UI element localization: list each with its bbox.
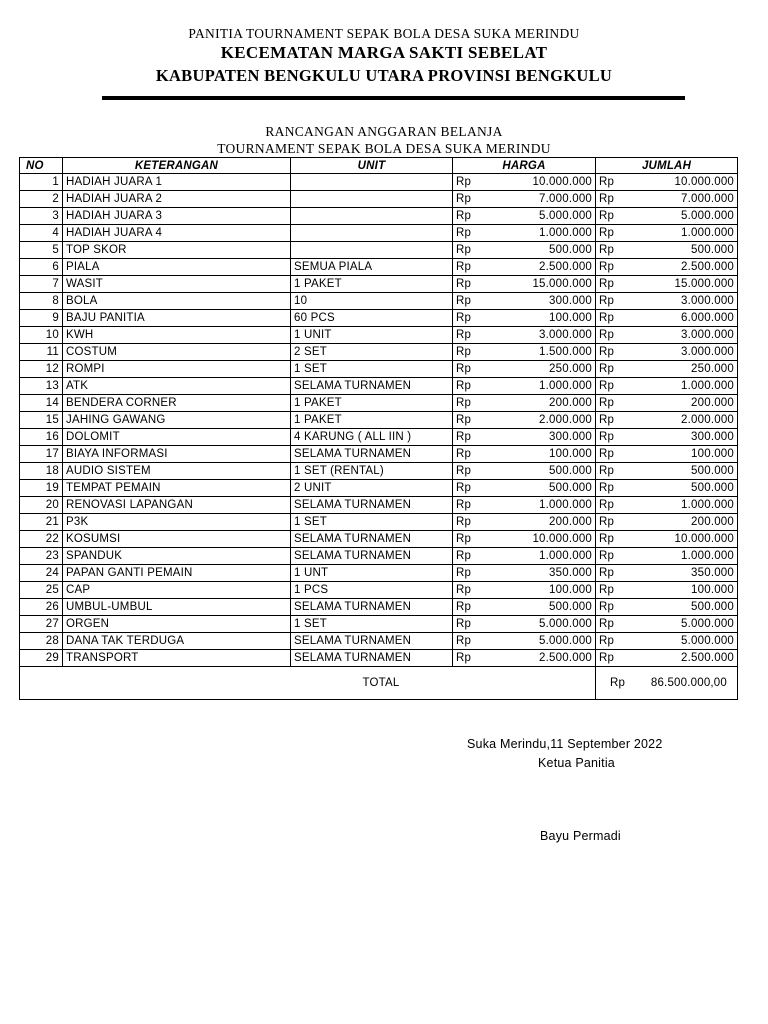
row-harga-currency: Rp <box>453 497 489 514</box>
row-jumlah-currency: Rp <box>596 191 632 208</box>
row-harga-currency: Rp <box>453 429 489 446</box>
row-jumlah: 300.000 <box>632 429 738 446</box>
row-harga: 2.000.000 <box>489 412 596 429</box>
row-keterangan: HADIAH JUARA 4 <box>63 225 291 242</box>
column-header-harga: HARGA <box>453 158 596 174</box>
row-harga: 1.000.000 <box>489 497 596 514</box>
row-unit <box>291 174 453 191</box>
row-unit: 1 UNIT <box>291 327 453 344</box>
row-no: 8 <box>20 293 63 310</box>
row-unit <box>291 208 453 225</box>
table-row <box>20 616 738 633</box>
row-jumlah: 10.000.000 <box>632 174 738 191</box>
column-header-unit: UNIT <box>291 158 453 174</box>
row-keterangan: BENDERA CORNER <box>63 395 291 412</box>
table-row <box>20 599 738 616</box>
row-jumlah: 500.000 <box>632 480 738 497</box>
total-currency: Rp <box>596 667 632 700</box>
row-keterangan: TOP SKOR <box>63 242 291 259</box>
document-subtitle: TOURNAMENT SEPAK BOLA DESA SUKA MERINDU <box>217 141 551 156</box>
header-divider <box>102 96 685 100</box>
table-row <box>20 463 738 480</box>
row-jumlah: 2.000.000 <box>632 412 738 429</box>
row-no: 16 <box>20 429 63 446</box>
row-harga-currency: Rp <box>453 446 489 463</box>
row-jumlah-currency: Rp <box>596 531 632 548</box>
row-harga: 3.000.000 <box>489 327 596 344</box>
row-keterangan: TEMPAT PEMAIN <box>63 480 291 497</box>
row-jumlah-currency: Rp <box>596 463 632 480</box>
row-unit: 1 SET <box>291 616 453 633</box>
row-keterangan: ROMPI <box>63 361 291 378</box>
table-row <box>20 242 738 259</box>
row-keterangan: HADIAH JUARA 1 <box>63 174 291 191</box>
signature-place-date: Suka Merindu,11 September 2022 <box>467 737 663 751</box>
row-harga-currency: Rp <box>453 242 489 259</box>
row-unit <box>291 191 453 208</box>
row-jumlah: 1.000.000 <box>632 497 738 514</box>
row-harga-currency: Rp <box>453 259 489 276</box>
row-no: 2 <box>20 191 63 208</box>
row-keterangan: ATK <box>63 378 291 395</box>
row-keterangan: DOLOMIT <box>63 429 291 446</box>
signature-role: Ketua Panitia <box>538 756 615 770</box>
row-harga-currency: Rp <box>453 531 489 548</box>
table-row <box>20 378 738 395</box>
total-value: 86.500.000,00 <box>632 667 738 700</box>
row-harga: 1.000.000 <box>489 225 596 242</box>
row-unit: 1 PAKET <box>291 412 453 429</box>
row-harga: 300.000 <box>489 429 596 446</box>
row-keterangan: BOLA <box>63 293 291 310</box>
row-jumlah: 350.000 <box>632 565 738 582</box>
row-harga-currency: Rp <box>453 191 489 208</box>
row-harga: 10.000.000 <box>489 531 596 548</box>
row-keterangan: BIAYA INFORMASI <box>63 446 291 463</box>
row-harga-currency: Rp <box>453 174 489 191</box>
row-no: 21 <box>20 514 63 531</box>
row-harga-currency: Rp <box>453 616 489 633</box>
row-unit: SELAMA TURNAMEN <box>291 599 453 616</box>
row-harga-currency: Rp <box>453 310 489 327</box>
row-jumlah: 100.000 <box>632 446 738 463</box>
row-harga-currency: Rp <box>453 293 489 310</box>
row-jumlah: 2.500.000 <box>632 650 738 667</box>
row-jumlah-currency: Rp <box>596 599 632 616</box>
row-no: 25 <box>20 582 63 599</box>
row-unit: SELAMA TURNAMEN <box>291 378 453 395</box>
row-unit: 1 SET (RENTAL) <box>291 463 453 480</box>
row-harga-currency: Rp <box>453 463 489 480</box>
row-harga: 10.000.000 <box>489 174 596 191</box>
row-jumlah-currency: Rp <box>596 344 632 361</box>
row-keterangan: RENOVASI LAPANGAN <box>63 497 291 514</box>
row-harga: 500.000 <box>489 599 596 616</box>
row-keterangan: HADIAH JUARA 3 <box>63 208 291 225</box>
table-row <box>20 497 738 514</box>
row-jumlah: 250.000 <box>632 361 738 378</box>
table-row <box>20 310 738 327</box>
table-row <box>20 531 738 548</box>
row-jumlah-currency: Rp <box>596 565 632 582</box>
row-jumlah-currency: Rp <box>596 497 632 514</box>
table-row <box>20 276 738 293</box>
row-harga: 5.000.000 <box>489 633 596 650</box>
row-keterangan: ORGEN <box>63 616 291 633</box>
column-header-jumlah: JUMLAH <box>596 158 738 174</box>
row-no: 4 <box>20 225 63 242</box>
column-header-keterangan: KETERANGAN <box>63 158 291 174</box>
row-harga-currency: Rp <box>453 548 489 565</box>
row-unit: SELAMA TURNAMEN <box>291 650 453 667</box>
row-keterangan: BAJU PANITIA <box>63 310 291 327</box>
document-title: RANCANGAN ANGGARAN BELANJA <box>265 124 503 139</box>
table-row <box>20 174 738 191</box>
row-harga-currency: Rp <box>453 208 489 225</box>
row-jumlah-currency: Rp <box>596 446 632 463</box>
table-row <box>20 412 738 429</box>
row-jumlah-currency: Rp <box>596 293 632 310</box>
row-harga-currency: Rp <box>453 582 489 599</box>
row-harga: 2.500.000 <box>489 650 596 667</box>
row-harga: 100.000 <box>489 310 596 327</box>
row-harga-currency: Rp <box>453 514 489 531</box>
row-keterangan: DANA TAK TERDUGA <box>63 633 291 650</box>
row-jumlah-currency: Rp <box>596 225 632 242</box>
row-keterangan: KOSUMSI <box>63 531 291 548</box>
row-unit <box>291 242 453 259</box>
row-jumlah-currency: Rp <box>596 276 632 293</box>
table-row <box>20 208 738 225</box>
row-jumlah: 3.000.000 <box>632 327 738 344</box>
row-harga-currency: Rp <box>453 633 489 650</box>
row-harga: 100.000 <box>489 582 596 599</box>
row-harga-currency: Rp <box>453 276 489 293</box>
row-harga-currency: Rp <box>453 599 489 616</box>
row-harga-currency: Rp <box>453 361 489 378</box>
row-jumlah-currency: Rp <box>596 259 632 276</box>
row-harga: 200.000 <box>489 514 596 531</box>
table-row <box>20 361 738 378</box>
row-no: 13 <box>20 378 63 395</box>
table-row <box>20 548 738 565</box>
table-row <box>20 565 738 582</box>
row-no: 3 <box>20 208 63 225</box>
row-jumlah-currency: Rp <box>596 174 632 191</box>
row-jumlah-currency: Rp <box>596 633 632 650</box>
table-body <box>20 174 738 667</box>
row-jumlah-currency: Rp <box>596 650 632 667</box>
row-harga-currency: Rp <box>453 327 489 344</box>
table-row <box>20 191 738 208</box>
table-row <box>20 344 738 361</box>
table-row <box>20 429 738 446</box>
row-no: 11 <box>20 344 63 361</box>
row-unit: 60 PCS <box>291 310 453 327</box>
row-jumlah: 15.000.000 <box>632 276 738 293</box>
row-harga-currency: Rp <box>453 225 489 242</box>
row-jumlah-currency: Rp <box>596 361 632 378</box>
row-no: 10 <box>20 327 63 344</box>
row-keterangan: UMBUL-UMBUL <box>63 599 291 616</box>
row-keterangan: KWH <box>63 327 291 344</box>
row-keterangan: COSTUM <box>63 344 291 361</box>
row-harga: 1.000.000 <box>489 548 596 565</box>
row-jumlah: 2.500.000 <box>632 259 738 276</box>
row-jumlah: 200.000 <box>632 514 738 531</box>
row-unit: 1 SET <box>291 514 453 531</box>
row-keterangan: SPANDUK <box>63 548 291 565</box>
table-row <box>20 480 738 497</box>
row-harga: 15.000.000 <box>489 276 596 293</box>
row-no: 20 <box>20 497 63 514</box>
table-row <box>20 293 738 310</box>
table-row <box>20 225 738 242</box>
row-keterangan: TRANSPORT <box>63 650 291 667</box>
row-no: 23 <box>20 548 63 565</box>
row-harga: 200.000 <box>489 395 596 412</box>
row-harga: 350.000 <box>489 565 596 582</box>
row-no: 1 <box>20 174 63 191</box>
row-unit: 1 PAKET <box>291 276 453 293</box>
table-row <box>20 446 738 463</box>
row-jumlah: 1.000.000 <box>632 548 738 565</box>
row-unit: SELAMA TURNAMEN <box>291 633 453 650</box>
total-label: TOTAL <box>20 667 596 700</box>
row-no: 14 <box>20 395 63 412</box>
row-unit: 1 SET <box>291 361 453 378</box>
row-unit: SELAMA TURNAMEN <box>291 446 453 463</box>
row-harga: 500.000 <box>489 463 596 480</box>
row-harga-currency: Rp <box>453 650 489 667</box>
signature-name: Bayu Permadi <box>540 829 621 843</box>
row-harga-currency: Rp <box>453 412 489 429</box>
row-jumlah-currency: Rp <box>596 616 632 633</box>
row-jumlah: 500.000 <box>632 599 738 616</box>
row-harga: 2.500.000 <box>489 259 596 276</box>
table-row <box>20 514 738 531</box>
row-keterangan: AUDIO SISTEM <box>63 463 291 480</box>
row-no: 22 <box>20 531 63 548</box>
table-row <box>20 395 738 412</box>
table-row <box>20 327 738 344</box>
regency-province-name: KABUPATEN BENGKULU UTARA PROVINSI BENGKULU <box>155 66 613 85</box>
row-no: 29 <box>20 650 63 667</box>
row-unit: SELAMA TURNAMEN <box>291 548 453 565</box>
row-jumlah-currency: Rp <box>596 582 632 599</box>
row-jumlah: 3.000.000 <box>632 293 738 310</box>
row-jumlah-currency: Rp <box>596 327 632 344</box>
row-no: 18 <box>20 463 63 480</box>
row-keterangan: PIALA <box>63 259 291 276</box>
row-jumlah: 200.000 <box>632 395 738 412</box>
row-keterangan: CAP <box>63 582 291 599</box>
row-no: 27 <box>20 616 63 633</box>
row-no: 9 <box>20 310 63 327</box>
row-unit: SELAMA TURNAMEN <box>291 531 453 548</box>
row-unit: 1 PAKET <box>291 395 453 412</box>
row-jumlah-currency: Rp <box>596 548 632 565</box>
row-harga: 500.000 <box>489 242 596 259</box>
table-header-row <box>20 158 738 174</box>
row-jumlah-currency: Rp <box>596 208 632 225</box>
row-unit: 4 KARUNG ( ALL IIN ) <box>291 429 453 446</box>
row-jumlah-currency: Rp <box>596 514 632 531</box>
row-unit: SELAMA TURNAMEN <box>291 497 453 514</box>
row-harga: 100.000 <box>489 446 596 463</box>
row-jumlah-currency: Rp <box>596 412 632 429</box>
row-no: 15 <box>20 412 63 429</box>
row-harga: 300.000 <box>489 293 596 310</box>
row-harga-currency: Rp <box>453 565 489 582</box>
row-unit: SEMUA PIALA <box>291 259 453 276</box>
column-header-no: NO <box>20 158 63 174</box>
row-jumlah-currency: Rp <box>596 310 632 327</box>
row-harga-currency: Rp <box>453 480 489 497</box>
row-no: 17 <box>20 446 63 463</box>
row-no: 26 <box>20 599 63 616</box>
row-harga: 1.500.000 <box>489 344 596 361</box>
row-harga: 5.000.000 <box>489 616 596 633</box>
row-jumlah-currency: Rp <box>596 429 632 446</box>
district-name: KECEMATAN MARGA SAKTI SEBELAT <box>220 43 548 62</box>
row-keterangan: PAPAN GANTI PEMAIN <box>63 565 291 582</box>
row-harga-currency: Rp <box>453 344 489 361</box>
row-jumlah: 5.000.000 <box>632 633 738 650</box>
row-no: 28 <box>20 633 63 650</box>
row-jumlah-currency: Rp <box>596 480 632 497</box>
row-harga-currency: Rp <box>453 378 489 395</box>
row-unit: 2 SET <box>291 344 453 361</box>
row-unit: 10 <box>291 293 453 310</box>
row-unit: 1 UNT <box>291 565 453 582</box>
row-keterangan: P3K <box>63 514 291 531</box>
committee-name: PANITIA TOURNAMENT SEPAK BOLA DESA SUKA MERINDU <box>188 26 580 41</box>
row-no: 19 <box>20 480 63 497</box>
row-harga: 250.000 <box>489 361 596 378</box>
row-jumlah: 10.000.000 <box>632 531 738 548</box>
row-no: 24 <box>20 565 63 582</box>
row-harga-currency: Rp <box>453 395 489 412</box>
row-jumlah: 5.000.000 <box>632 208 738 225</box>
row-no: 6 <box>20 259 63 276</box>
row-unit: 1 PCS <box>291 582 453 599</box>
row-jumlah: 500.000 <box>632 463 738 480</box>
row-jumlah: 1.000.000 <box>632 225 738 242</box>
row-harga: 7.000.000 <box>489 191 596 208</box>
total-row <box>20 667 738 700</box>
row-jumlah: 5.000.000 <box>632 616 738 633</box>
row-unit: 2 UNIT <box>291 480 453 497</box>
row-jumlah: 3.000.000 <box>632 344 738 361</box>
row-unit <box>291 225 453 242</box>
table-row <box>20 582 738 599</box>
row-harga: 500.000 <box>489 480 596 497</box>
row-jumlah: 6.000.000 <box>632 310 738 327</box>
row-jumlah: 100.000 <box>632 582 738 599</box>
row-no: 12 <box>20 361 63 378</box>
row-keterangan: JAHING GAWANG <box>63 412 291 429</box>
table-row <box>20 633 738 650</box>
table-row <box>20 650 738 667</box>
table-row <box>20 259 738 276</box>
row-jumlah-currency: Rp <box>596 242 632 259</box>
row-jumlah: 1.000.000 <box>632 378 738 395</box>
row-harga: 1.000.000 <box>489 378 596 395</box>
row-jumlah-currency: Rp <box>596 378 632 395</box>
row-keterangan: HADIAH JUARA 2 <box>63 191 291 208</box>
budget-table <box>19 157 738 700</box>
row-harga: 5.000.000 <box>489 208 596 225</box>
row-keterangan: WASIT <box>63 276 291 293</box>
row-no: 5 <box>20 242 63 259</box>
row-jumlah-currency: Rp <box>596 395 632 412</box>
row-jumlah: 500.000 <box>632 242 738 259</box>
row-no: 7 <box>20 276 63 293</box>
row-jumlah: 7.000.000 <box>632 191 738 208</box>
